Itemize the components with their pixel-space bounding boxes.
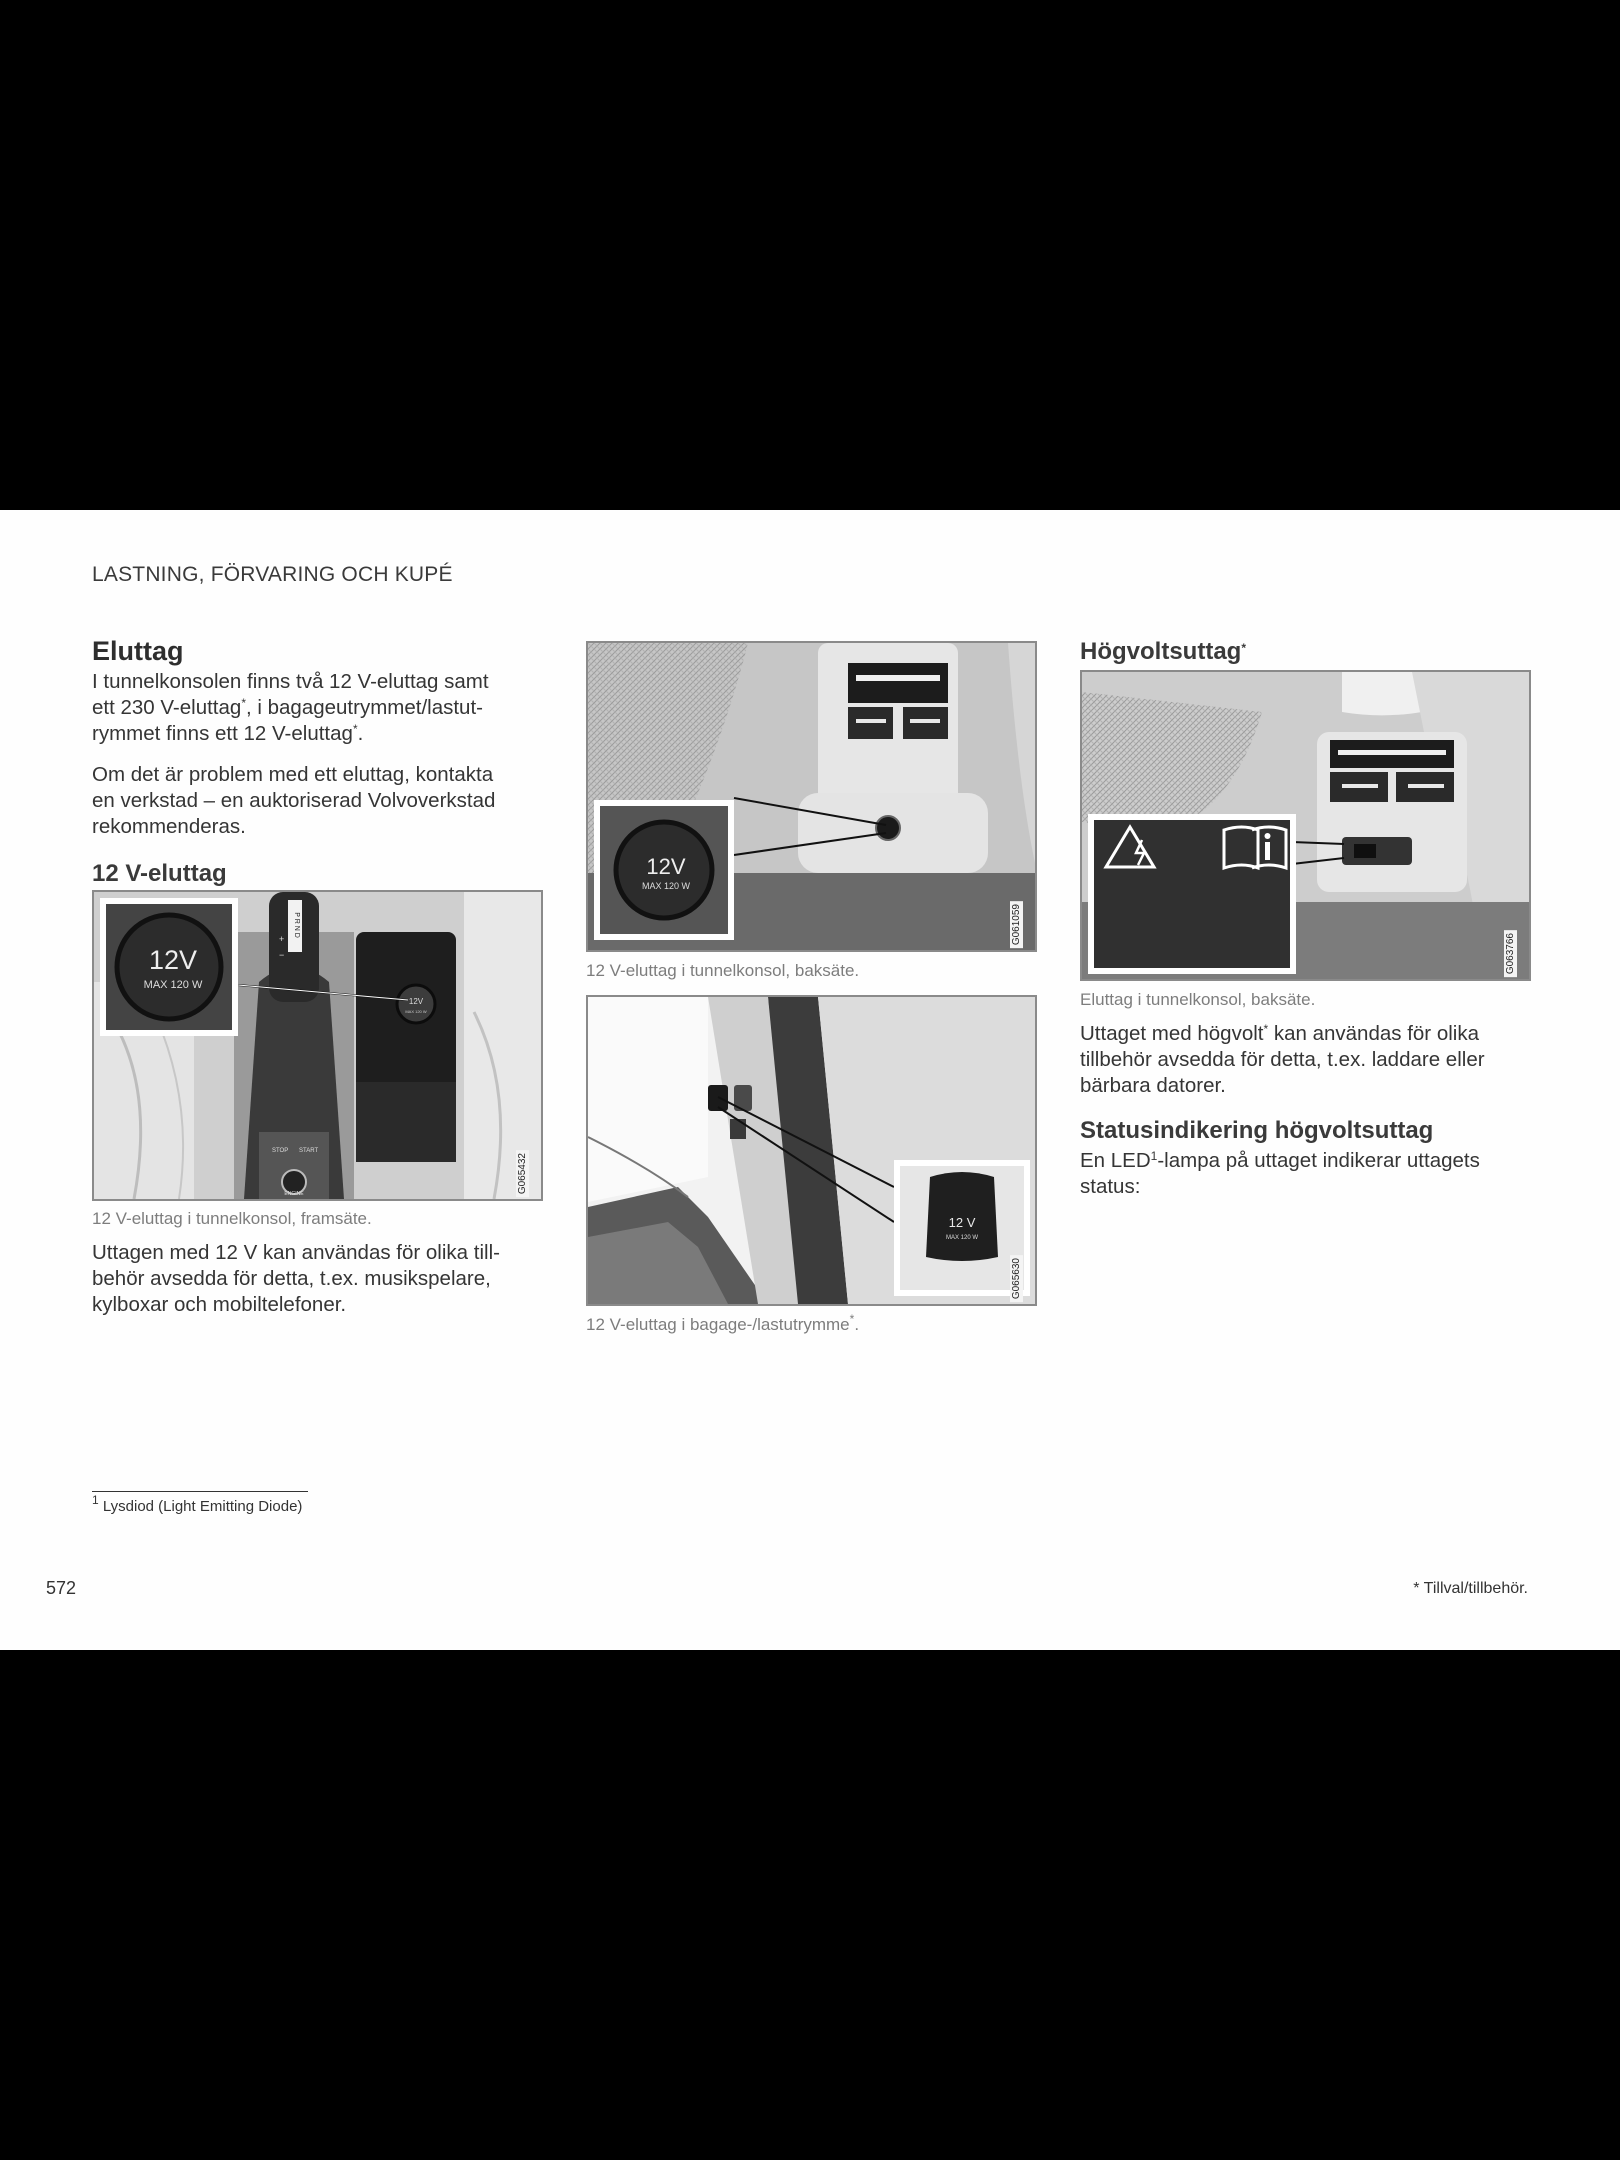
hogvolt-usage-line-2: tillbehör avsedda för detta, t.ex. laddare eller <box>1080 1048 1485 1071</box>
optional-star: * <box>352 722 358 736</box>
cargo-caption-end: . <box>854 1315 860 1334</box>
gear-letters: P R N D <box>293 912 300 938</box>
usage-line-1: Uttagen med 12 V kan användas för olika till- <box>92 1241 500 1264</box>
front-console-figure <box>92 890 543 1201</box>
front-console-caption: 12 V-eluttag i tunnelkonsol, framsäte. <box>92 1209 372 1228</box>
cargo-area-figure <box>586 995 1037 1306</box>
gear-plus: + <box>279 934 285 944</box>
footnote <box>92 1493 303 1515</box>
usage-paragraph <box>92 1240 552 1318</box>
optional-star: * <box>1241 641 1246 655</box>
rear-console-figure <box>586 641 1037 952</box>
status-paragraph <box>1080 1148 1540 1200</box>
footnote-text: Lysdiod (Light Emitting Diode) <box>102 1498 303 1515</box>
intro-paragraph <box>92 669 552 747</box>
socket-text-big: 12V <box>408 997 424 1006</box>
usage-line-3: kylboxar och mobiltelefoner. <box>92 1293 347 1316</box>
status-line-2: status: <box>1080 1175 1141 1198</box>
hogvolt-usage-paragraph <box>1080 1021 1540 1099</box>
hogvolt-usage-line-1a: Uttaget med högvolt <box>1080 1022 1264 1045</box>
inset-max-text: MAX 120 W <box>143 979 203 991</box>
usage-line-2: behör avsedda för detta, t.ex. musikspelare, <box>92 1267 491 1290</box>
intro-line-3b: . <box>357 722 364 745</box>
stop-label: STOP <box>272 1148 289 1154</box>
optional-star: * <box>1263 1022 1269 1036</box>
figure-code: G063766 <box>1504 930 1517 977</box>
problem-line-3: rekommenderas. <box>92 815 246 838</box>
front-console-illustration <box>94 892 541 1199</box>
optional-star: * <box>849 1312 855 1326</box>
hogvolt-illustration <box>1082 672 1529 979</box>
figure-code: G065630 <box>1010 1255 1023 1302</box>
problem-line-1: Om det är problem med ett eluttag, kontakta <box>92 763 494 786</box>
gear-minus: − <box>279 950 285 960</box>
problem-paragraph <box>92 762 552 840</box>
problem-line-2: en verkstad – en auktoriserad Volvoverkstad <box>92 789 496 812</box>
rear-console-illustration <box>588 643 1035 950</box>
12v-subheading: 12 V-eluttag <box>92 860 227 887</box>
hogvolt-usage-line-3: bärbara datorer. <box>1080 1074 1226 1097</box>
inset-max-text: MAX 120 W <box>641 881 691 891</box>
rear-console-caption: 12 V-eluttag i tunnelkonsol, baksäte. <box>586 961 860 980</box>
footnote-number: 1 <box>92 1493 99 1507</box>
intro-line-3a: rymmet finns ett 12 V-eluttag <box>92 722 353 745</box>
inset-12v-text: 12V <box>148 945 198 975</box>
hogvolt-heading-text: Högvoltsuttag <box>1080 638 1242 665</box>
inset-12v-text: 12 V <box>948 1215 976 1230</box>
optional-star: * <box>241 696 246 710</box>
hogvolt-heading <box>1080 638 1246 666</box>
start-label: START <box>299 1148 319 1154</box>
optional-legend: * Tillval/tillbehör. <box>1413 1580 1528 1597</box>
manual-page <box>0 510 1620 1650</box>
engine-label: ENGINE <box>284 1191 304 1197</box>
eluttag-heading: Eluttag <box>92 636 184 666</box>
status-line-1a: En LED <box>1080 1149 1151 1172</box>
figure-code: G065432 <box>516 1150 529 1197</box>
hogvolt-figure <box>1080 670 1531 981</box>
figure-code: G061059 <box>1010 901 1023 948</box>
page-number: 572 <box>46 1578 77 1598</box>
intro-line-1: I tunnelkonsolen finns två 12 V-eluttag samt <box>92 670 489 693</box>
hogvolt-usage-line-1b: kan användas för olika <box>1268 1022 1479 1045</box>
section-header: LASTNING, FÖRVARING OCH KUPÉ <box>92 563 453 586</box>
cargo-area-illustration <box>588 997 1035 1304</box>
footnote-divider <box>92 1491 308 1492</box>
status-line-1b: -lampa på uttaget indikerar uttagets <box>1157 1149 1480 1172</box>
status-heading: Statusindikering högvoltsuttag <box>1080 1117 1434 1144</box>
intro-line-2b: , i bagageutrymmet/lastut- <box>245 696 483 719</box>
cargo-area-caption <box>586 1312 860 1335</box>
intro-line-2a: ett 230 V-eluttag <box>92 696 242 719</box>
hogvolt-caption: Eluttag i tunnelkonsol, baksäte. <box>1080 990 1316 1009</box>
cargo-caption-text: 12 V-eluttag i bagage-/lastutrymme <box>586 1315 850 1334</box>
socket-text-small: MAX 120 W <box>405 1009 427 1014</box>
inset-max-text: MAX 120 W <box>945 1235 979 1241</box>
inset-12v-text: 12V <box>646 854 686 879</box>
footnote-reference[interactable]: 1 <box>1150 1149 1158 1163</box>
